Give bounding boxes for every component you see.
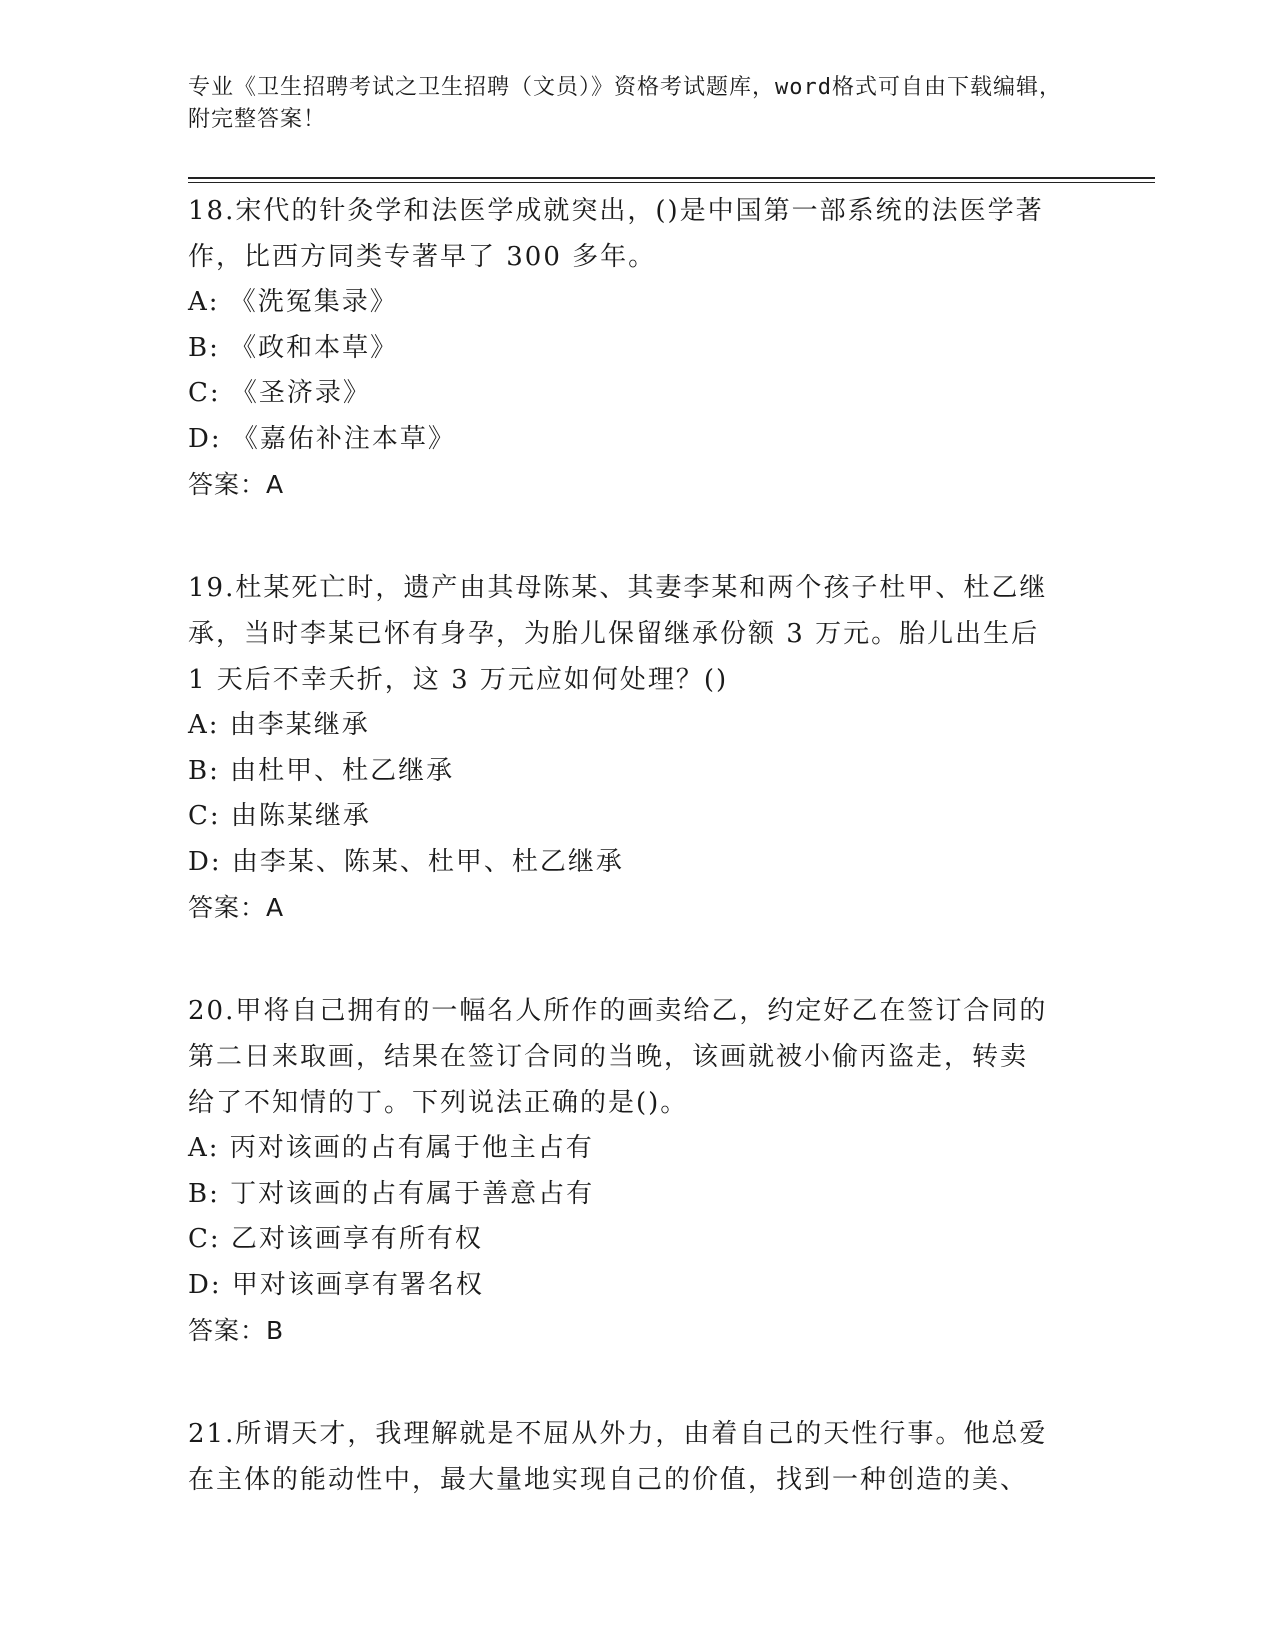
question-stem-line: 第二日来取画，结果在签订合同的当晚，该画就被小偷丙盗走，转卖 xyxy=(188,1042,1029,1072)
question-stem-line: 给了不知情的丁。下列说法正确的是()。 xyxy=(188,1088,689,1118)
option-b: B: 《政和本草》 xyxy=(188,332,399,363)
header-divider-thick xyxy=(188,177,1155,179)
option-c: C: 《圣济录》 xyxy=(188,378,371,408)
question-18 xyxy=(188,188,1088,508)
question-stem-line: 在主体的能动性中，最大量地实现自己的价值，找到一种创造的美、 xyxy=(188,1465,1029,1495)
answer-label: 答案：B xyxy=(188,1316,285,1345)
answer-label: 答案：A xyxy=(188,470,285,499)
answer-label: 答案：A xyxy=(188,893,285,922)
option-a: A: 丙对该画的占有属于他主占有 xyxy=(188,1133,594,1163)
question-stem-line: 18.宋代的针灸学和法医学成就突出，()是中国第一部系统的法医学著 xyxy=(188,196,1044,226)
question-21 xyxy=(188,1411,1088,1503)
question-stem-line: 20.甲将自己拥有的一幅名人所作的画卖给乙，约定好乙在签订合同的 xyxy=(188,996,1048,1026)
header-divider-thin xyxy=(188,182,1155,183)
option-b: B: 丁对该画的占有属于善意占有 xyxy=(188,1178,595,1209)
question-stem-line: 作，比西方同类专著早了 300 多年。 xyxy=(188,242,657,272)
option-a: A: 《洗冤集录》 xyxy=(188,287,398,317)
question-19 xyxy=(188,565,1088,931)
option-d: D: 由李某、陈某、杜甲、杜乙继承 xyxy=(188,846,624,877)
question-stem-line: 19.杜某死亡时，遗产由其母陈某、其妻李某和两个孩子杜甲、杜乙继 xyxy=(188,573,1048,603)
option-b: B: 由杜甲、杜乙继承 xyxy=(188,755,455,786)
question-stem-line: 承，当时李某已怀有身孕，为胎儿保留继承份额 3 万元。胎儿出生后 xyxy=(188,619,1040,649)
page-header: 专业《卫生招聘考试之卫生招聘（文员）》资格考试题库，word格式可自由下载编辑，附完整答案！ xyxy=(188,75,1062,132)
question-20 xyxy=(188,988,1088,1354)
question-list xyxy=(188,188,1088,1560)
option-d: D: 甲对该画享有署名权 xyxy=(188,1269,484,1300)
question-stem-line: 1 天后不幸夭折，这 3 万元应如何处理？() xyxy=(188,665,729,695)
option-d: D: 《嘉佑补注本草》 xyxy=(188,423,456,454)
option-a: A: 由李某继承 xyxy=(188,710,370,740)
option-c: C: 由陈某继承 xyxy=(188,801,371,831)
question-stem-line: 21.所谓天才，我理解就是不屈从外力，由着自己的天性行事。他总爱 xyxy=(188,1419,1048,1449)
option-c: C: 乙对该画享有所有权 xyxy=(188,1224,483,1254)
